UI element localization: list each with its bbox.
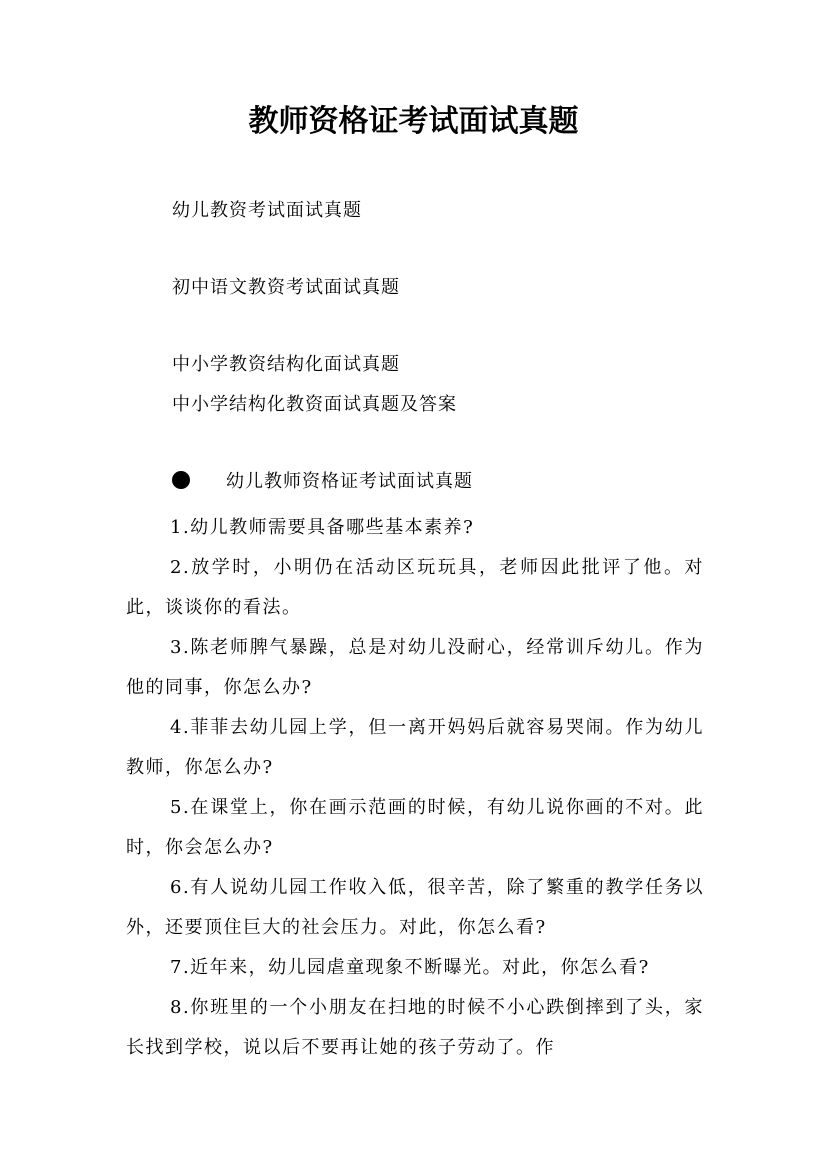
related-link-structured-interview[interactable]: 中小学教资结构化面试真题 xyxy=(172,354,400,375)
question-item: 6.有人说幼儿园工作收入低，很辛苦，除了繁重的教学任务以外，还要顶住巨大的社会压力。对此，你怎么看? xyxy=(126,877,704,938)
question-item: 7.近年来，幼儿园虐童现象不断曝光。对此，你怎么看? xyxy=(170,957,650,978)
section-heading xyxy=(172,468,473,496)
question-item: 2.放学时，小明仍在活动区玩玩具，老师因此批评了他。对此，谈谈你的看法。 xyxy=(126,557,704,618)
question-item: 5.在课堂上，你在画示范画的时候，有幼儿说你画的不对。此时，你会怎么办? xyxy=(126,797,704,858)
question-item: 4.菲菲去幼儿园上学，但一离开妈妈后就容易哭闹。作为幼儿教师，你怎么办? xyxy=(126,717,704,778)
related-link-junior-chinese-interview[interactable]: 初中语文教资考试面试真题 xyxy=(172,277,400,298)
question-item: 8.你班里的一个小朋友在扫地的时候不小心跌倒摔到了头，家长找到学校，说以后不要再让她的孩子劳动了。作 xyxy=(126,997,704,1058)
question-list xyxy=(126,508,704,1068)
question-item: 1.幼儿教师需要具备哪些基本素养? xyxy=(170,517,475,538)
question-item: 3.陈老师脾气暴躁，总是对幼儿没耐心，经常训斥幼儿。作为他的同事，你怎么办? xyxy=(126,637,704,698)
document-title: 教师资格证考试面试真题 xyxy=(248,104,579,139)
bullet-icon xyxy=(172,471,190,489)
related-link-kindergarten-interview[interactable]: 幼儿教资考试面试真题 xyxy=(172,200,362,221)
section-heading-text: 幼儿教师资格证考试面试真题 xyxy=(226,471,473,492)
related-link-structured-interview-answers[interactable]: 中小学结构化教资面试真题及答案 xyxy=(172,394,457,415)
